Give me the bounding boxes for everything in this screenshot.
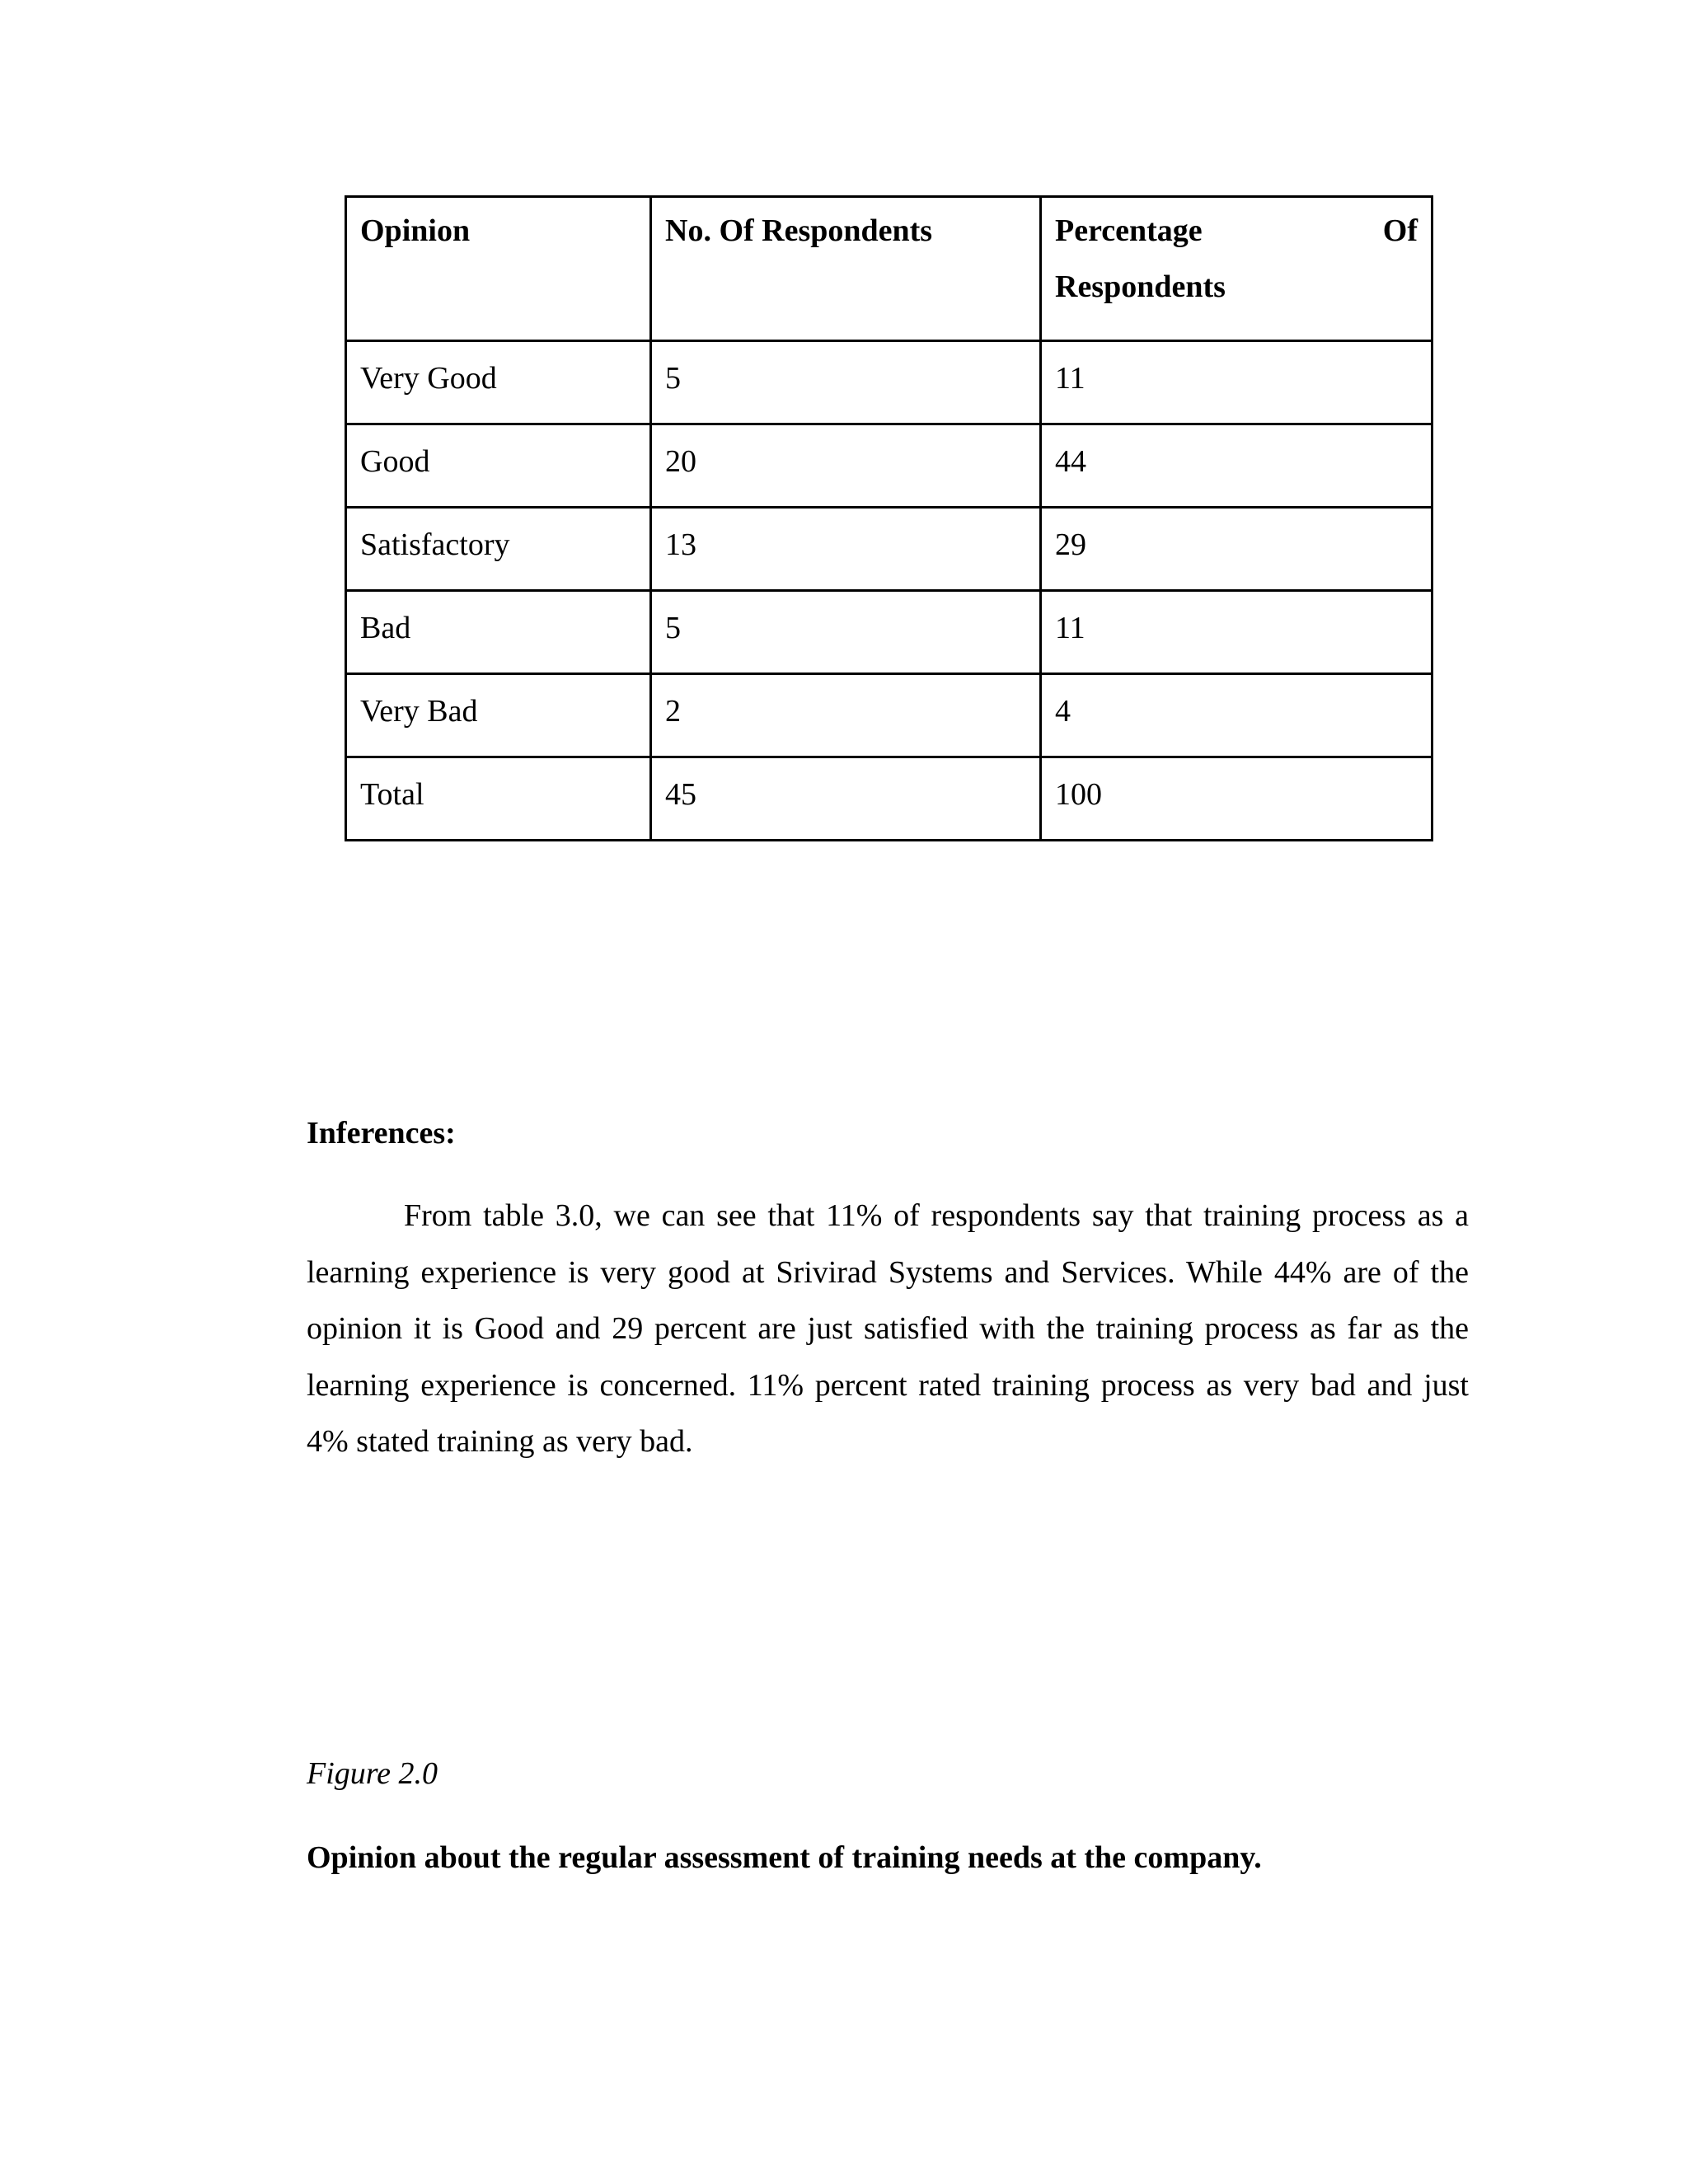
cell-opinion: Total <box>346 757 651 841</box>
cell-percentage: 100 <box>1041 757 1432 841</box>
header-respondents: No. Of Respondents <box>651 197 1041 341</box>
header-percentage-line1: Percentage Of <box>1055 213 1418 248</box>
cell-respondents: 2 <box>651 674 1041 757</box>
table-row <box>346 341 1432 424</box>
table-row <box>346 674 1432 757</box>
figure-label: Figure 2.0 <box>307 1756 438 1791</box>
inferences-heading: Inferences: <box>307 1116 456 1151</box>
cell-respondents: 13 <box>651 508 1041 591</box>
cell-percentage: 11 <box>1041 591 1432 674</box>
cell-opinion: Bad <box>346 591 651 674</box>
header-percentage <box>1041 197 1432 341</box>
cell-opinion: Satisfactory <box>346 508 651 591</box>
inferences-paragraph: From table 3.0, we can see that 11% of respondents say that training process as a learning experience is very good at Srivirad Systems and Services. While 44% are of the opinion it is Good and 29 percent are just satisfied with the training process as far as the learning experience is concerned. 11% percent rated training process as very bad and just 4% stated training as very bad. <box>307 1198 1469 1459</box>
cell-opinion: Very Bad <box>346 674 651 757</box>
cell-respondents: 45 <box>651 757 1041 841</box>
cell-respondents: 20 <box>651 424 1041 508</box>
cell-percentage: 11 <box>1041 341 1432 424</box>
cell-percentage: 29 <box>1041 508 1432 591</box>
cell-percentage: 44 <box>1041 424 1432 508</box>
cell-percentage: 4 <box>1041 674 1432 757</box>
respondents-table <box>345 195 1433 841</box>
table-row-total <box>346 757 1432 841</box>
cell-respondents: 5 <box>651 341 1041 424</box>
header-opinion: Opinion <box>346 197 651 341</box>
table-row <box>346 424 1432 508</box>
table-header-row <box>346 197 1432 341</box>
table-row <box>346 591 1432 674</box>
figure-caption: Opinion about the regular assessment of training needs at the company. <box>307 1840 1262 1875</box>
cell-opinion: Good <box>346 424 651 508</box>
header-percentage-line2: Respondents <box>1055 269 1226 304</box>
cell-respondents: 5 <box>651 591 1041 674</box>
table-row <box>346 508 1432 591</box>
cell-opinion: Very Good <box>346 341 651 424</box>
